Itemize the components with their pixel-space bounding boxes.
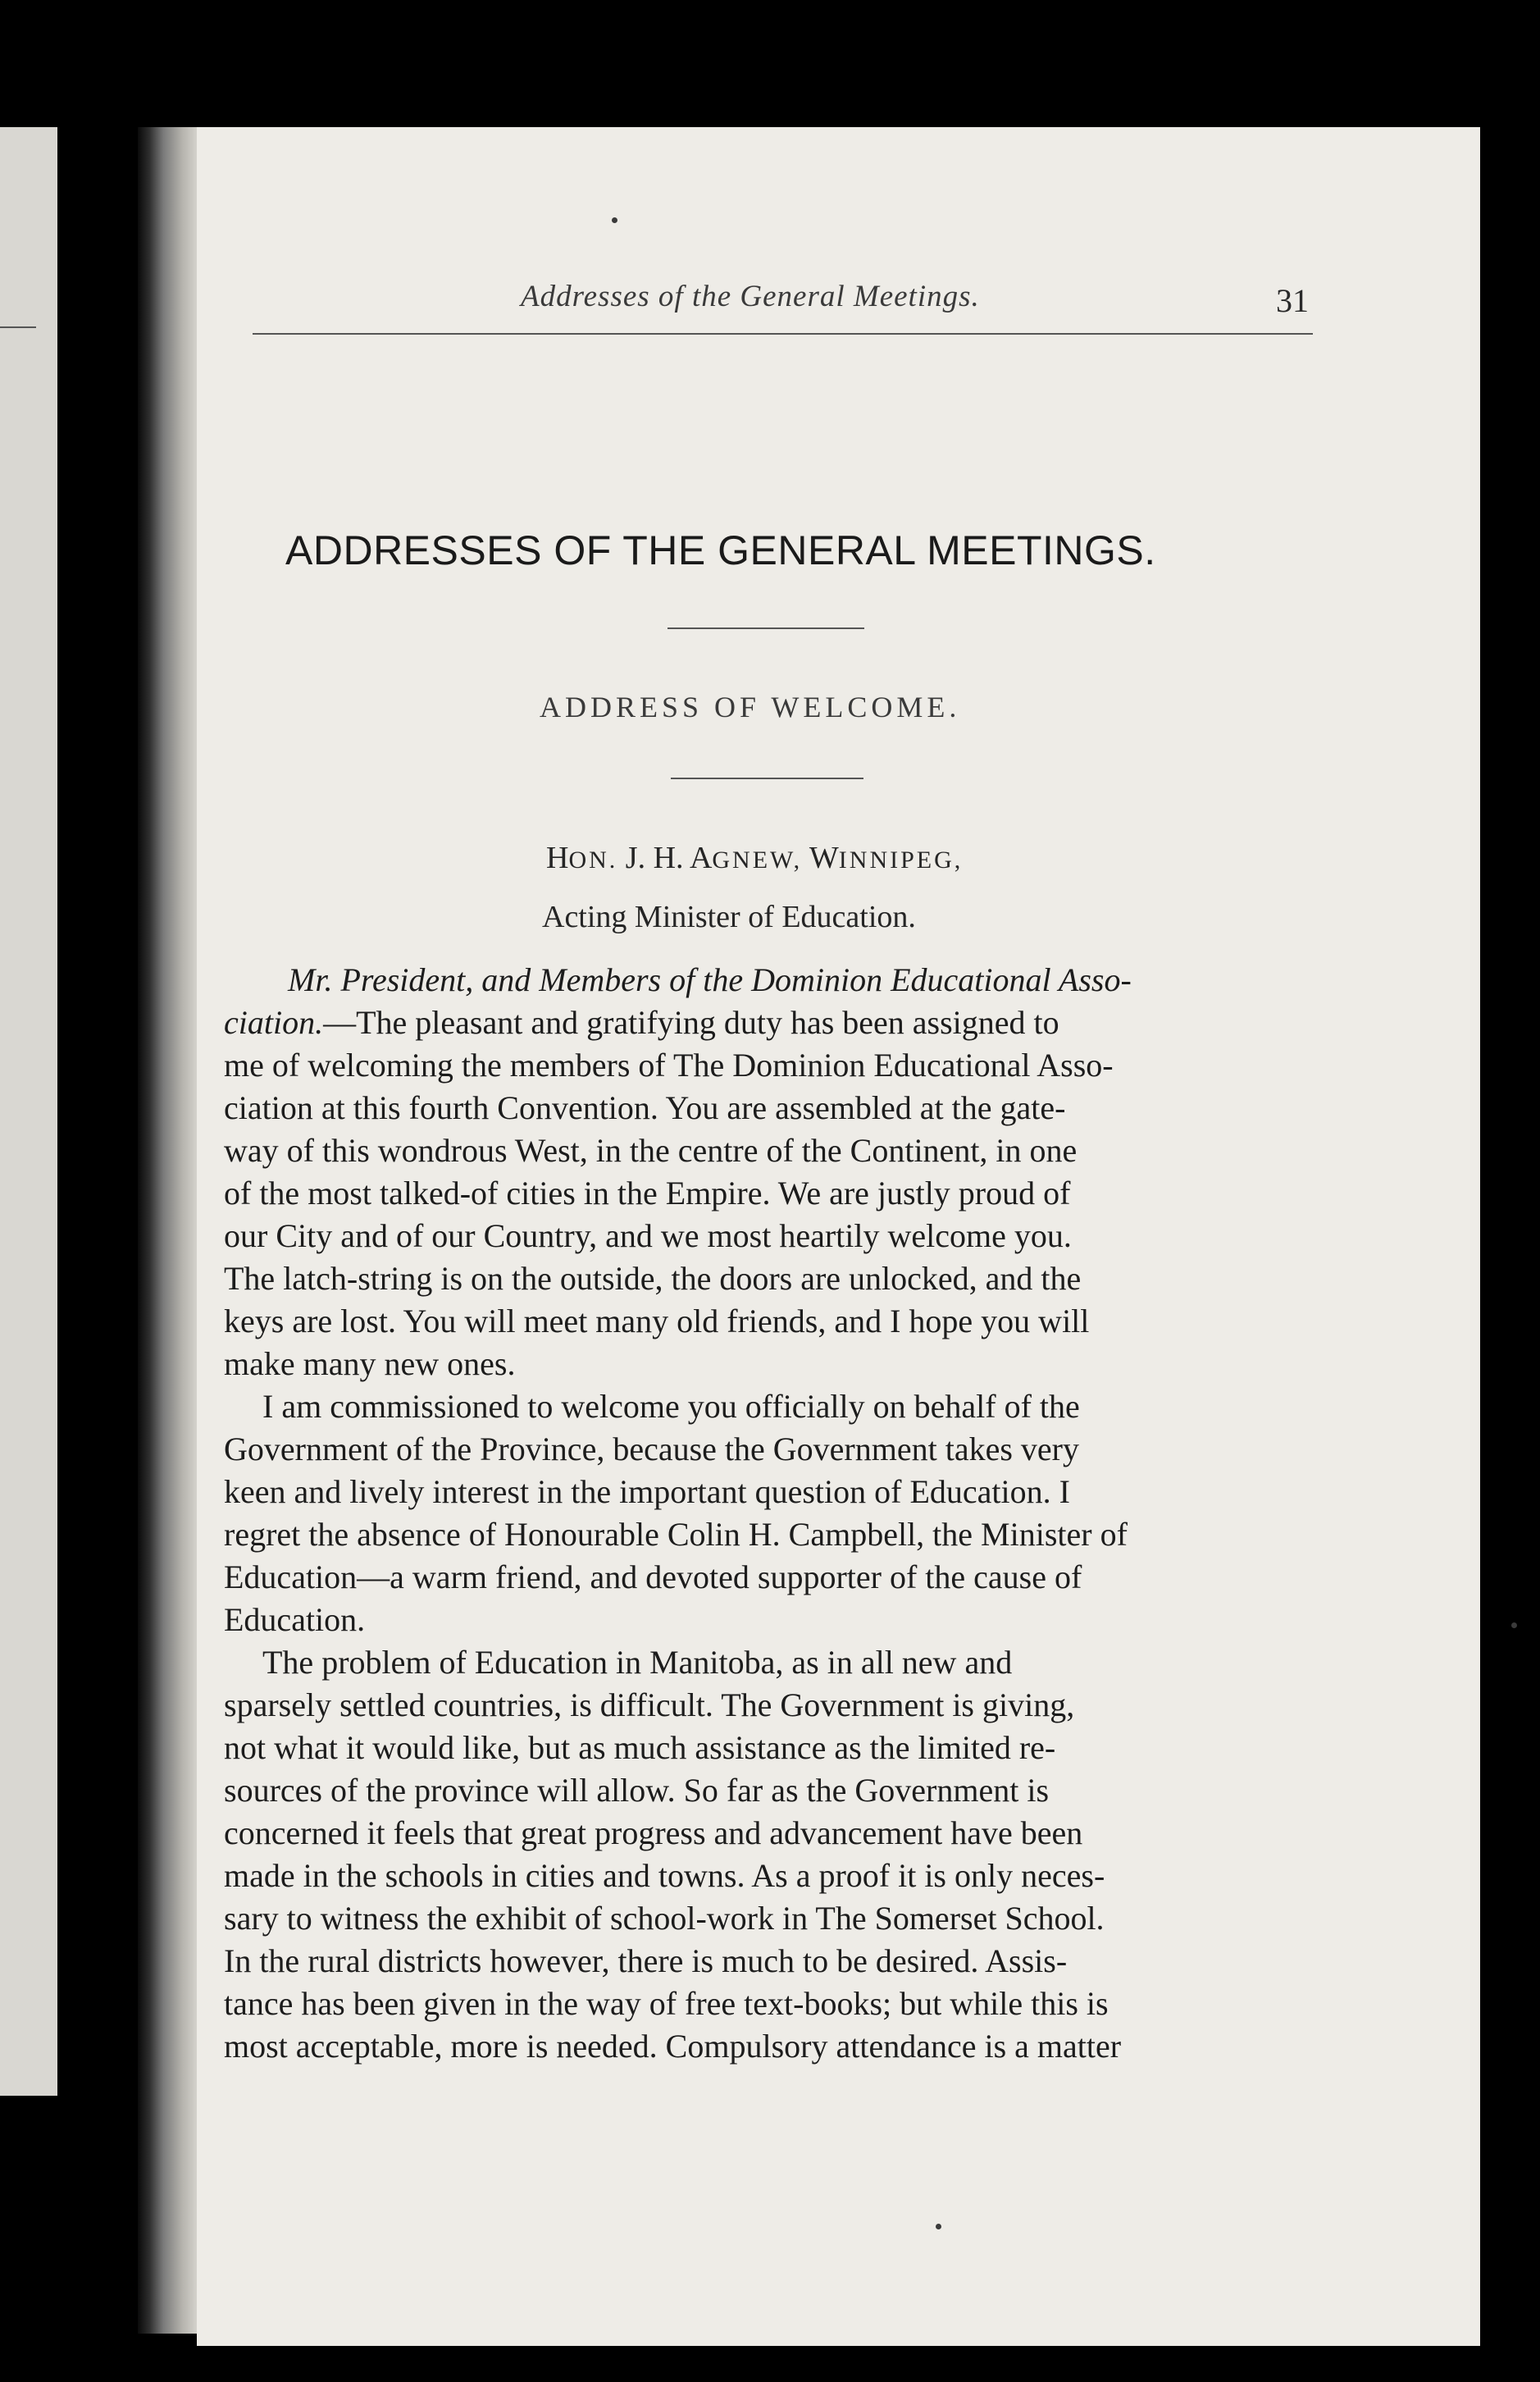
text-line: made in the schools in cities and towns. As a proof it is only neces- <box>224 1857 1105 1894</box>
book-page <box>197 127 1480 2346</box>
text-line: make many new ones. <box>224 1345 516 1382</box>
text-line: sources of the province will allow. So far as the Government is <box>224 1772 1050 1809</box>
ink-speck <box>936 2224 941 2229</box>
running-head: Addresses of the General Meetings. <box>521 280 980 313</box>
text-line: not what it would like, but as much assistance as the limited re- <box>224 1729 1056 1766</box>
text-line: most acceptable, more is needed. Compulsory attendance is a matter <box>224 2028 1122 2065</box>
facing-page-mark <box>0 326 36 328</box>
section-title: ADDRESSES OF THE GENERAL MEETINGS. <box>285 527 1156 573</box>
header-rule <box>253 333 1313 335</box>
text-line: keen and lively interest in the important question of Education. I <box>224 1473 1070 1510</box>
subsection-title: ADDRESS OF WELCOME. <box>540 691 961 723</box>
text-line: In the rural districts however, there is much to be desired. Assis- <box>224 1942 1068 1979</box>
text-line: Education. <box>224 1601 366 1638</box>
facing-page-edge <box>0 127 57 2096</box>
speaker-role: Acting Minister of Education. <box>542 900 916 934</box>
text-line: Education—a warm friend, and devoted supporter of the cause of <box>224 1558 1082 1595</box>
ink-speck <box>612 217 617 223</box>
text-line: The latch-string is on the outside, the doors are unlocked, and the <box>224 1260 1082 1297</box>
text-line: Mr. President, and Members of the Dominion Educational Asso- <box>288 961 1132 998</box>
text-line: me of welcoming the members of The Dominion Educational Asso- <box>224 1047 1114 1084</box>
ink-speck <box>1511 1622 1517 1628</box>
text-line: Government of the Province, because the Government takes very <box>224 1431 1079 1467</box>
text-line: ciation at this fourth Convention. You are assembled at the gate- <box>224 1089 1066 1126</box>
book-gutter <box>138 127 202 2334</box>
text-line: tance has been given in the way of free text-books; but while this is <box>224 1985 1109 2022</box>
text-line: concerned it feels that great progress and advancement have been <box>224 1814 1083 1851</box>
text-line: way of this wondrous West, in the centre of the Continent, in one <box>224 1132 1078 1169</box>
speaker-name: HON. J. H. AGNEW, WINNIPEG, <box>546 841 964 875</box>
ornamental-rule <box>667 627 864 629</box>
text-line: The problem of Education in Manitoba, as in all new and <box>262 1644 1013 1681</box>
text-line: of the most talked-of cities in the Empire. We are justly proud of <box>224 1175 1071 1212</box>
ornamental-rule <box>671 778 863 779</box>
text-line: sparsely settled countries, is difficult. The Government is giving, <box>224 1686 1075 1723</box>
text-line: ciation.—The pleasant and gratifying duty has been assigned to <box>224 1004 1059 1041</box>
text-line: keys are lost. You will meet many old friends, and I hope you will <box>224 1303 1090 1339</box>
text-line: I am commissioned to welcome you officially on behalf of the <box>262 1388 1080 1425</box>
text-line: regret the absence of Honourable Colin H. Campbell, the Minister of <box>224 1516 1128 1553</box>
text-line: sary to witness the exhibit of school-work in The Somerset School. <box>224 1900 1105 1937</box>
page-number: 31 <box>1276 282 1309 319</box>
text-line: our City and of our Country, and we most heartily welcome you. <box>224 1217 1072 1254</box>
